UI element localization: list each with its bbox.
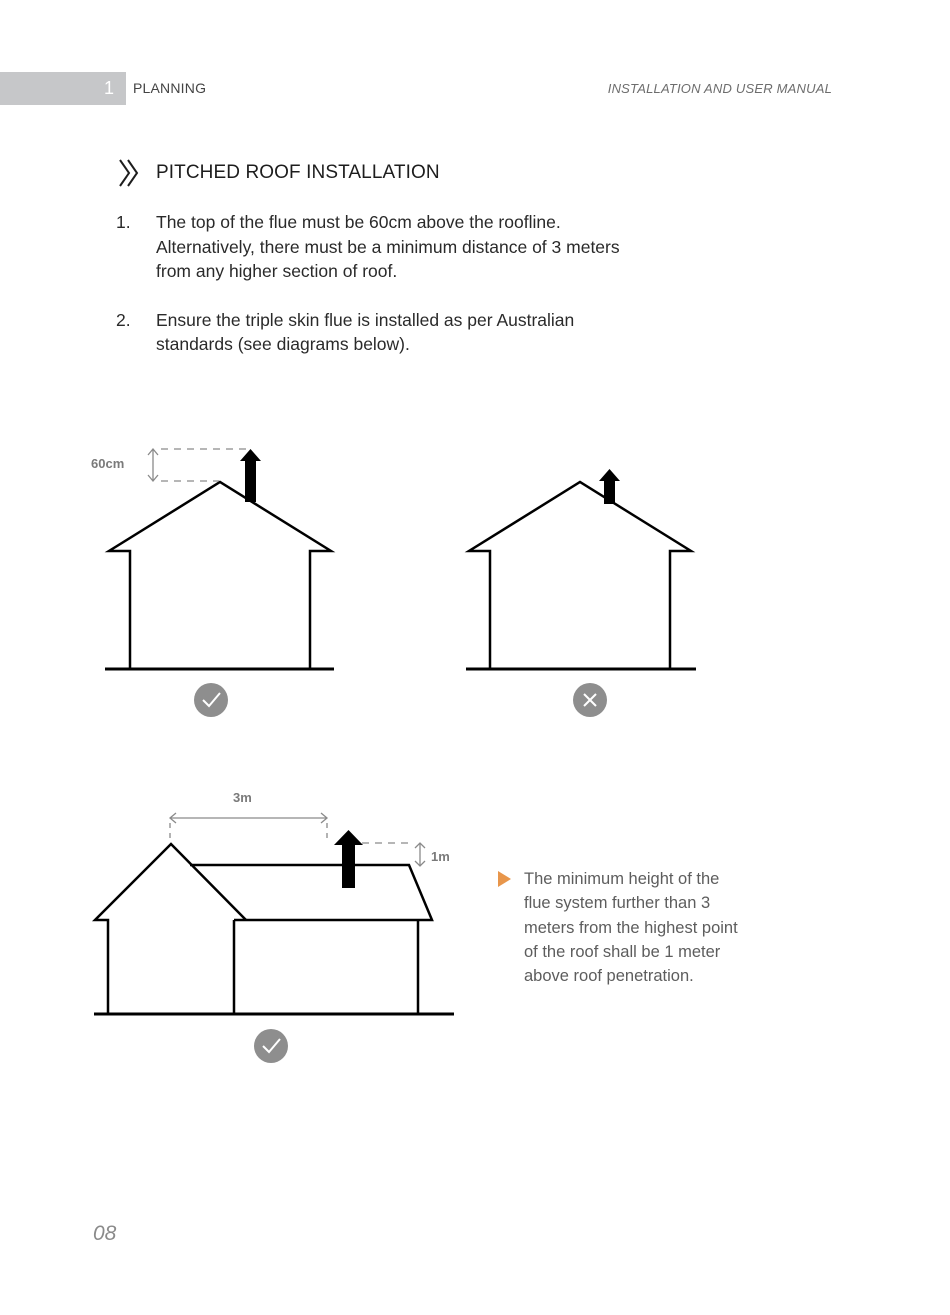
horizontal-dimension-label: 3m — [233, 790, 252, 805]
extension-outline — [190, 865, 432, 920]
manual-title: INSTALLATION AND USER MANUAL — [607, 81, 832, 96]
gable-house-outline — [95, 844, 246, 1014]
flue-arrow-icon — [334, 830, 363, 888]
flue-arrow-icon — [240, 449, 261, 502]
section-title: PITCHED ROOF INSTALLATION — [156, 162, 440, 183]
step-text: The top of the flue must be 60cm above the roofline. Alternatively, there must be a minimum distance of 3 meters from any higher section of roof. — [156, 212, 620, 281]
check-icon — [194, 683, 228, 717]
flue-arrow-icon — [599, 469, 620, 504]
house-outline — [109, 482, 331, 669]
cross-icon — [573, 683, 607, 717]
vertical-dimension-arrow — [148, 449, 158, 481]
correct-house-diagram — [91, 449, 334, 717]
dimension-label: 60cm — [91, 456, 125, 471]
incorrect-house-diagram — [466, 469, 696, 717]
note-text: The minimum height of the flue system further than 3 meters from the highest point of the roof shall be 1 meter above roof penetration. — [524, 870, 738, 986]
page-number: 08 — [93, 1222, 117, 1245]
triangle-bullet-icon — [498, 871, 511, 887]
chapter-name: PLANNING — [133, 80, 207, 96]
vertical-dimension-label: 1m — [431, 849, 450, 864]
check-icon — [254, 1029, 288, 1063]
house-outline — [469, 482, 691, 669]
vertical-dimension-arrow — [415, 843, 425, 866]
step-text: Ensure the triple skin flue is installed as per Australian standards (see diagrams below). — [156, 309, 575, 354]
chapter-number: 1 — [103, 78, 114, 98]
step-number: 1. — [116, 212, 131, 232]
extended-house-diagram — [94, 790, 454, 1063]
horizontal-dimension-arrow — [170, 813, 327, 840]
step-number: 2. — [116, 309, 131, 330]
